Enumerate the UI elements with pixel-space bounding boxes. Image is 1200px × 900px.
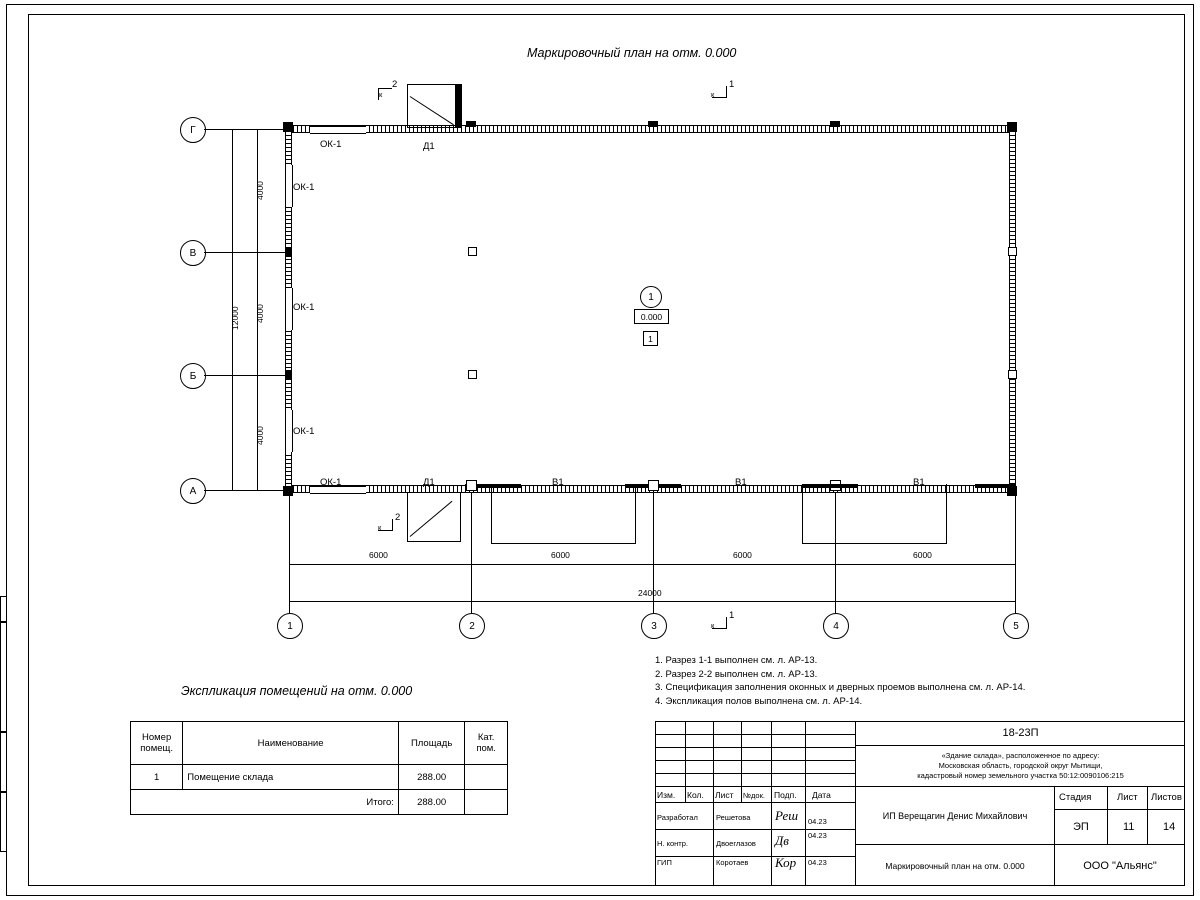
gate-ramp-bottom: [491, 543, 635, 544]
dim-end: [653, 557, 654, 571]
window-opening-left: [285, 410, 293, 452]
stamp-col-list: Лист: [715, 790, 734, 800]
stage-value-list: 11: [1123, 821, 1135, 833]
column-marker: [468, 370, 477, 379]
dim-value-vertical: 4000: [255, 181, 265, 200]
dim-end: [226, 490, 238, 491]
door-label-top: Д1: [423, 141, 435, 152]
cell-number: 1: [131, 765, 183, 790]
axis-label-v: В: [180, 240, 206, 266]
vestibule-top-left: [407, 84, 408, 128]
axis-label-4: 4: [823, 613, 849, 639]
pilaster-right: [1008, 247, 1017, 256]
dim-total-horizontal-line: [289, 601, 1016, 602]
stamp-columns-row: [655, 787, 855, 803]
total-label: Итого:: [183, 790, 399, 815]
axis-label-a: А: [180, 478, 206, 504]
role-title: ГИП: [657, 858, 672, 867]
dim-value-horizontal: 6000: [913, 550, 932, 560]
gate-post: [466, 480, 477, 491]
gate-label: В1: [913, 477, 925, 488]
section-arrow-2-top: к: [379, 90, 383, 99]
note-line: 1. Разрез 1-1 выполнен см. л. АР-13.: [655, 655, 818, 666]
stamp-role-row: [655, 803, 855, 830]
pilaster-top: [648, 121, 658, 127]
dim-value-vertical: 4000: [255, 426, 265, 445]
stamp-role-row: [655, 857, 855, 886]
margin-stub-2: [0, 622, 7, 732]
note-line: 2. Разрез 2-2 выполнен см. л. АР-13.: [655, 668, 818, 680]
dim-value-horizontal: 6000: [551, 550, 570, 560]
section-tick-1-bottom: [726, 617, 727, 629]
gate-ramp-left2: [802, 484, 803, 544]
gate-post: [648, 480, 659, 491]
role-title: Разработал: [657, 813, 698, 822]
window-opening-top: [310, 126, 366, 134]
gate-ramp-bottom2: [802, 543, 946, 544]
wall-top-line-in: [285, 132, 1016, 133]
stage-value-row: [1055, 810, 1185, 845]
col-header-number: Номер помещ.: [131, 722, 183, 765]
table-header-row: [131, 722, 508, 765]
dim-end: [1015, 557, 1016, 571]
stage-header-stadia: Стадия: [1059, 792, 1092, 803]
role-date: 04.23: [808, 858, 827, 867]
axis-line-2: [471, 492, 472, 613]
stamp-col-podp: Подп.: [774, 790, 797, 800]
cell-area: 288.00: [398, 765, 464, 790]
notes-block: [655, 654, 1175, 708]
column-marker: [468, 247, 477, 256]
axis-line-g: [204, 129, 289, 130]
vestibule-top-bottom: [407, 127, 457, 128]
cell-category: [465, 765, 508, 790]
project-code: 18-23П: [855, 721, 1185, 746]
window-label: ОК-1: [293, 426, 315, 437]
gate-ramp-right2: [946, 484, 947, 544]
axis-line-b: [204, 375, 289, 376]
role-name: Двоеглазов: [716, 839, 756, 848]
gate-sill: [975, 484, 1015, 488]
axis-label-2: 2: [459, 613, 485, 639]
stage-header-list: Лист: [1117, 792, 1138, 803]
dim-end: [471, 557, 472, 571]
wall-right-line-in: [1015, 126, 1016, 492]
dim-end: [835, 557, 836, 571]
section-label-2-bottom: 2: [395, 512, 401, 523]
table-total-row: [131, 790, 508, 815]
drawing-name: Маркировочный план на отм. 0.000: [855, 845, 1055, 886]
dim-end: [250, 375, 264, 376]
role-date: 04.23: [808, 817, 827, 826]
section-label-2-top: 2: [392, 79, 398, 90]
gate-label: В1: [735, 477, 747, 488]
pilaster-top: [466, 121, 476, 127]
role-signature: Реш: [775, 808, 799, 823]
role-name: Коротаев: [716, 858, 749, 867]
section-label-1-bottom: 1: [729, 610, 735, 621]
window-label: ОК-1: [320, 139, 342, 150]
stamp-col-izm: Изм.: [657, 790, 676, 800]
stage-header-listov: Листов: [1151, 792, 1182, 803]
section-arrow-1-top: к: [711, 90, 715, 99]
section-arrow-1-bottom: к: [711, 621, 715, 630]
margin-stub-1: [0, 596, 7, 622]
section-line-2-top: [378, 88, 392, 89]
corner-column: [283, 486, 293, 496]
dim-total-horizontal: 24000: [638, 588, 662, 598]
vestibule-bottom-bottom: [407, 541, 461, 542]
dim-value-horizontal: 6000: [733, 550, 752, 560]
section-tick-1-top: [726, 86, 727, 98]
cell-name: Помещение склада: [183, 765, 399, 790]
window-label: ОК-1: [293, 182, 315, 193]
gate-ramp-right: [635, 484, 636, 544]
object-line: кадастровый номер земельного участка 50:12:0090106:215: [917, 771, 1124, 780]
object-line: Московская область, городской округ Мытищи,: [938, 761, 1103, 770]
window-opening-left: [285, 165, 293, 207]
axis-line-v: [204, 252, 289, 253]
dim-end: [226, 129, 238, 130]
vestibule-bottom-right: [460, 492, 461, 542]
room-number-marker: 1: [640, 286, 662, 308]
pilaster-top: [830, 121, 840, 127]
margin-stub-3: [0, 732, 7, 792]
corner-column: [1007, 122, 1017, 132]
role-title: Н. контр.: [657, 839, 688, 848]
total-value: 288.00: [398, 790, 464, 815]
section-arrow-2-bottom: к: [378, 523, 382, 532]
dim-end: [250, 490, 264, 491]
floor-type-mark: 1: [643, 331, 658, 346]
section-tick-2-bottom: [392, 519, 393, 531]
vestibule-bottom-left: [407, 492, 408, 542]
window-opening-left: [285, 288, 293, 330]
dim-end: [1015, 595, 1016, 607]
axis-label-1: 1: [277, 613, 303, 639]
window-label: ОК-1: [320, 477, 342, 488]
stamp-role-row: [655, 830, 855, 857]
note-line: 4. Экспликация полов выполнена см. л. АР-14.: [655, 695, 863, 707]
section-label-1-top: 1: [729, 79, 735, 90]
dim-end: [289, 595, 290, 607]
stage-value-listov: 14: [1163, 821, 1176, 833]
company-name: ООО "Альянс": [1083, 859, 1157, 872]
axis-label-5: 5: [1003, 613, 1029, 639]
explication-table: [130, 721, 508, 815]
axis-line-4: [835, 492, 836, 613]
stamp-col-doc: №док.: [743, 791, 765, 800]
axis-line-a: [204, 490, 289, 491]
object-description: [855, 746, 1185, 787]
gate-sill: [802, 484, 858, 488]
role-signature: Кор: [775, 855, 797, 870]
dim-end: [250, 129, 264, 130]
dim-end: [289, 557, 290, 571]
vestibule-top-top: [407, 84, 461, 85]
axis-label-3: 3: [641, 613, 667, 639]
explication-title: Экспликация помещений на отм. 0.000: [181, 684, 413, 698]
note-line: 3. Спецификация заполнения оконных и дверных проемов выполнена см. л. АР-14.: [655, 682, 1026, 693]
role-name: Решетова: [716, 813, 751, 822]
stage-value-stadia: ЭП: [1073, 821, 1089, 833]
total-spacer: [131, 790, 183, 815]
designer-name: ИП Верещагин Денис Михайлович: [855, 787, 1055, 845]
dim-total-vertical: 12000: [230, 306, 240, 330]
window-label: ОК-1: [293, 302, 315, 313]
col-header-name: Наименование: [183, 722, 399, 765]
pilaster-right: [1008, 370, 1017, 379]
dim-value-horizontal: 6000: [369, 550, 388, 560]
stamp-col-kol: Кол.: [687, 790, 704, 800]
stage-header-row: [1055, 787, 1185, 810]
axis-label-b: Б: [180, 363, 206, 389]
col-header-category: Кат. пом.: [465, 722, 508, 765]
col-header-area: Площадь: [398, 722, 464, 765]
axis-label-g: Г: [180, 117, 206, 143]
stamp-col-data: Дата: [812, 790, 831, 800]
dim-value-vertical: 4000: [255, 304, 265, 323]
object-line: «Здание склада», расположенное по адресу:: [941, 751, 1100, 760]
corner-column: [283, 122, 293, 132]
total-category: [465, 790, 508, 815]
plan-title: Маркировочный план на отм. 0.000: [527, 46, 737, 60]
gate-label: В1: [552, 477, 564, 488]
vestibule-top-right-wall: [455, 84, 462, 128]
wall-right-line-out: [1009, 126, 1010, 492]
role-date: 04.23: [808, 831, 827, 840]
margin-stub-4: [0, 792, 7, 852]
revision-grid: [655, 721, 855, 787]
dim-end: [250, 252, 264, 253]
gate-ramp-left: [491, 484, 492, 544]
level-mark: 0.000: [634, 309, 669, 324]
role-signature: Дв: [775, 833, 789, 848]
table-row: [131, 765, 508, 790]
door-label-bottom: Д1: [423, 477, 435, 488]
wall-bottom-line-in: [285, 492, 1016, 493]
